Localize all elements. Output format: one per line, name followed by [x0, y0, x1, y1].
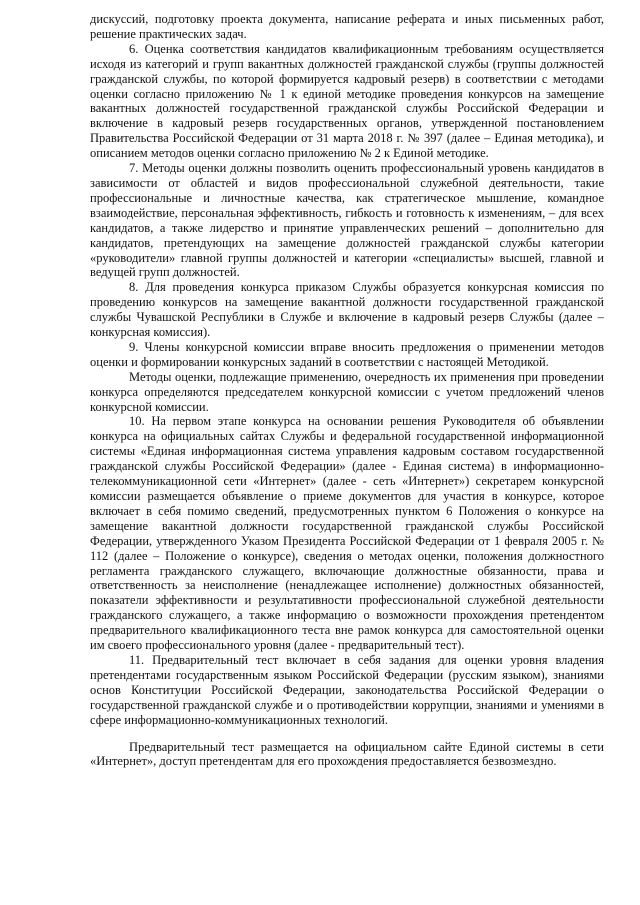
paragraph-item-7: 7. Методы оценки должны позволить оценить профессиональный уровень кандидатов в зависимости от областей и видов профессиональной служебной деятельности, такие профессиональные и личностные качества, как стратегическое мышление, командное взаимодействие, персональная эффективность, гибкость и готовность к изменениям, – для всех кандидатов, а также лидерство и принятие управленческих решений – дополнительно для кандидатов, претендующих на замещение должностей гражданской службы категории «руководители» главной группы должностей и категории «специалисты» высшей, главной и ведущей групп должностей.	[90, 161, 604, 280]
paragraph-item-10: 10. На первом этапе конкурса на основании решения Руководителя об объявлении конкурса на официальных сайтах Службы и федеральной государственной информационной системы «Единая информационная система управления кадровым составом государственной гражданской службы Российской Федерации» (далее - Единая система) в информационно-телекоммуникационной сети «Интернет» (далее - сеть «Интернет») секретарем конкурсной комиссии размещается объявление о приеме документов для участия в конкурсе, которое включает в себя помимо сведений, предусмотренных пунктом 6 Положения о конкурсе на замещение вакантной должности государственной гражданской службы Российской Федерации, утвержденного Указом Президента Российской Федерации от 1 февраля 2005 г. № 112 (далее – Положение о конкурсе), сведения о методах оценки, положения должностного регламента гражданского служащего, включающие должностные обязанности, права и ответственность за неисполнение (ненадлежащее исполнение) должностных обязанностей, показатели эффективности и результативности профессиональной служебной деятельности гражданского служащего, а также информацию о возможности прохождения претендентом предварительного квалификационного теста вне рамок конкурса для самостоятельной оценки им своего профессионального уровня (далее - предварительный тест).	[90, 414, 604, 653]
document-page	[90, 12, 604, 769]
paragraph-item-8: 8. Для проведения конкурса приказом Службы образуется конкурсная комиссия по проведению конкурсов на замещение вакантной должности государственной гражданской службы Чувашской Республики в Службе и включение в кадровый резерв Службы (далее – конкурсная комиссия).	[90, 280, 604, 340]
paragraph-item-11: 11. Предварительный тест включает в себя задания для оценки уровня владения претендентами государственным языком Российской Федерации (русским языком), знаниями основ Конституции Российской Федерации, законодательства Российской Федерации о государственной гражданской службе и о противодействии коррупции, знаниями и умениями в сфере информационно-коммуникационных технологий.	[90, 652, 604, 727]
paragraph-item-11-test-access: Предварительный тест размещается на официальном сайте Единой системы в сети «Интернет», доступ претендентам для его прохождения предоставляется безвозмездно.	[90, 739, 604, 769]
paragraph-item-9-methods: Методы оценки, подлежащие применению, очередность их применения при проведении конкурса определяются председателем конкурсной комиссии с учетом предложений членов конкурсной комиссии.	[90, 369, 604, 414]
paragraph-continuation: дискуссий, подготовку проекта документа, написание реферата и иных письменных работ, решение практических задач.	[90, 12, 604, 41]
paragraph-item-9: 9. Члены конкурсной комиссии вправе вносить предложения о применении методов оценки и формировании конкурсных заданий в соответствии с настоящей Методикой.	[90, 339, 604, 369]
paragraph-item-6: 6. Оценка соответствия кандидатов квалификационным требованиям осуществляется исходя из категорий и групп вакантных должностей гражданской службы (группы должностей гражданской службы, по которой формируется кадровый резерв) в соответствии с методами оценки согласно приложению № 1 к единой методике проведения конкурсов на замещение вакантных должностей государственной гражданской службы Российской Федерации и включение в кадровый резерв государственных органов, утвержденной постановлением Правительства Российской Федерации от 31 марта 2018 г. № 397 (далее – Единая методика), и описанием методов оценки согласно приложению № 2 к Единой методике.	[90, 41, 604, 161]
